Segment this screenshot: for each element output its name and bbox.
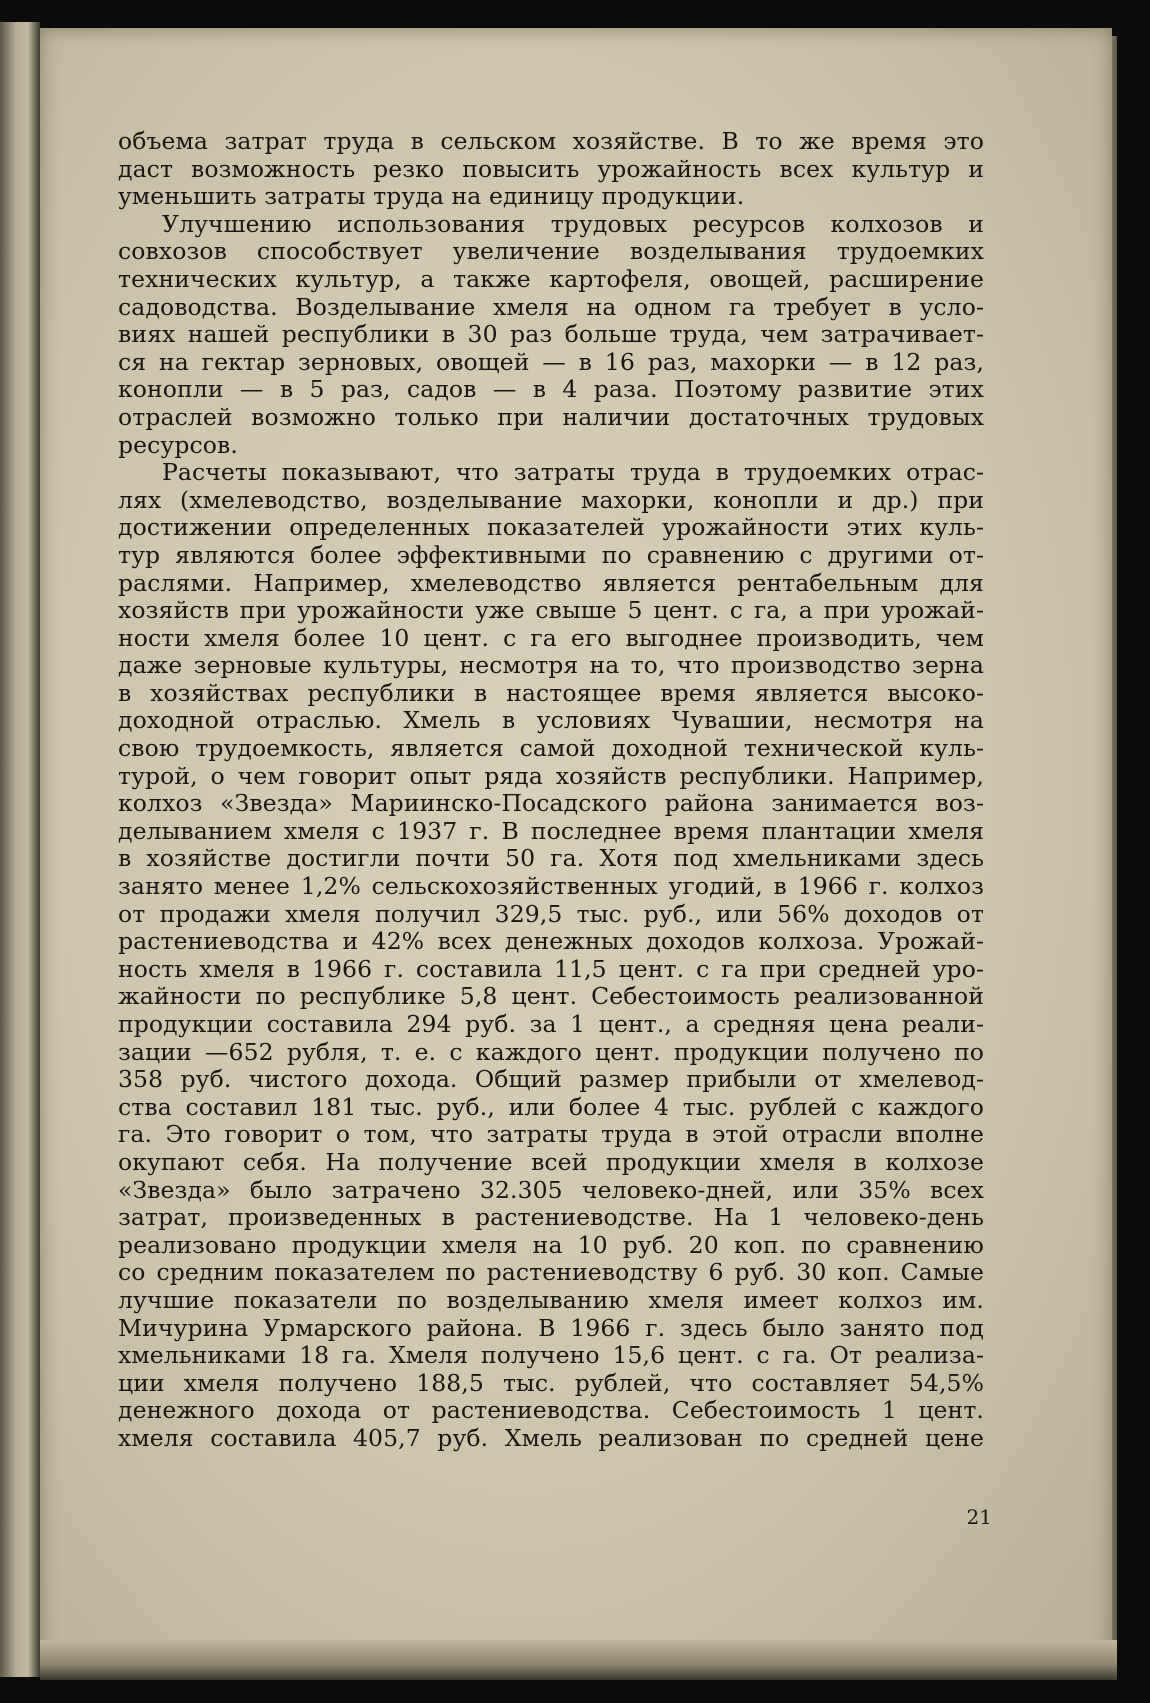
text-line: ресурсов.: [118, 431, 238, 459]
text-line: лучшие показатели по возделыванию хмеля имеет колхоз им.: [118, 1286, 984, 1314]
text-line: занято менее 1,2% сельскохозяйственных угодий, в 1966 г. колхоз: [118, 873, 984, 901]
text-line: Улучшению использования трудовых ресурсов колхозов и: [162, 210, 984, 238]
paragraph-1: [118, 128, 984, 211]
page-bottom-edge: [40, 1640, 1117, 1680]
text-line: 358 руб. чистого дохода. Общий размер прибыли от хмелевод-: [118, 1066, 984, 1094]
text-line: зации —652 рубля, т. е. с каждого цент. продукции получено по: [118, 1038, 984, 1066]
text-line: свою трудоемкость, является самой доходной технической куль-: [118, 735, 984, 763]
text-line: даст возможность резко повысить урожайность всех культур и: [118, 155, 984, 183]
text-line: садоводства. Возделывание хмеля на одном га требует в усло-: [118, 293, 984, 321]
text-line: продукции составила 294 руб. за 1 цент., а средняя цена реали-: [118, 1011, 984, 1038]
text-line: доходной отраслью. Хмель в условиях Чувашии, несмотря на: [118, 707, 984, 735]
page-text: [118, 128, 984, 1453]
text-line: турой, о чем говорит опыт ряда хозяйств республики. Например,: [118, 762, 984, 790]
text-line: Расчеты показывают, что затраты труда в трудоемких отрас-: [162, 459, 984, 487]
text-line: от продажи хмеля получил 329,5 тыс. руб., или 56% доходов от: [118, 900, 984, 928]
paragraph-2: [118, 211, 984, 459]
text-line: технических культур, а также картофеля, овощей, расширение: [118, 265, 984, 293]
text-line: хмельниками 18 га. Хмеля получено 15,6 цент. с га. От реализа-: [118, 1342, 984, 1370]
text-line: ся на гектар зерновых, овощей — в 16 раз, махорки — в 12 раз,: [118, 348, 984, 376]
text-line: совхозов способствует увеличение возделывания трудоемких: [118, 238, 984, 266]
text-line: хмеля составила 405,7 руб. Хмель реализован по средней цене: [118, 1424, 984, 1452]
text-line: колхоз «Звезда» Мариинско-Посадского района занимается воз-: [118, 790, 984, 818]
text-line: хозяйств при урожайности уже свыше 5 цент. с га, а при урожай-: [118, 597, 984, 625]
text-line: ции хмеля получено 188,5 тыс. рублей, что составляет 54,5%: [118, 1369, 984, 1397]
text-line: растениеводства и 42% всех денежных доходов колхоза. Урожай-: [118, 928, 984, 956]
text-line: в хозяйстве достигли почти 50 га. Хотя под хмельниками здесь: [118, 845, 984, 873]
page-number: 21: [966, 1505, 992, 1529]
text-line: отраслей возможно только при наличии достаточных трудовых: [118, 403, 984, 431]
text-line: Мичурина Урмарского района. В 1966 г. здесь было занято под: [118, 1314, 984, 1342]
text-line: уменьшить затраты труда на единицу продукции.: [118, 183, 745, 211]
binding-margin: [0, 22, 40, 1677]
text-line: виях нашей республики в 30 раз больше труда, чем затрачивает-: [118, 321, 984, 349]
text-line: лях (хмелеводство, возделывание махорки, конопли и др.) при: [118, 486, 984, 514]
text-line: раслями. Например, хмелеводство является рентабельным для: [118, 569, 984, 597]
text-line: достижении определенных показателей урожайности этих куль-: [118, 514, 984, 542]
text-line: со средним показателем по растениеводству 6 руб. 30 коп. Самые: [118, 1259, 984, 1287]
text-line: жайности по республике 5,8 цент. Себестоимость реализованной: [118, 983, 984, 1011]
text-line: делыванием хмеля с 1937 г. В последнее время плантации хмеля: [118, 817, 984, 845]
text-line: тур являются более эффективными по сравнению с другими от-: [118, 541, 984, 569]
text-line: ность хмеля в 1966 г. составила 11,5 цент. с га при средней уро-: [118, 955, 984, 983]
text-line: га. Это говорит о том, что затраты труда в этой отрасли вполне: [118, 1121, 984, 1149]
text-line: реализовано продукции хмеля на 10 руб. 20 коп. по сравнению: [118, 1231, 984, 1259]
text-line: даже зерновые культуры, несмотря на то, что производство зерна: [118, 652, 984, 680]
text-line: объема затрат труда в сельском хозяйстве. В то же время это: [118, 128, 984, 155]
text-line: в хозяйствах республики в настоящее время является высоко-: [118, 679, 984, 707]
text-line: конопли — в 5 раз, садов — в 4 раза. Поэтому развитие этих: [118, 376, 984, 404]
text-line: «Звезда» было затрачено 32.305 человеко-дней, или 35% всех: [118, 1176, 984, 1204]
text-line: ности хмеля более 10 цент. с га его выгоднее производить, чем: [118, 624, 984, 652]
text-line: денежного дохода от растениеводства. Себестоимость 1 цент.: [118, 1397, 984, 1425]
text-line: ства составил 181 тыс. руб., или более 4 тыс. рублей с каждого: [118, 1093, 984, 1121]
paragraph-3: [118, 459, 984, 1452]
text-line: затрат, произведенных в растениеводстве. На 1 человеко-день: [118, 1204, 984, 1232]
text-line: окупают себя. На получение всей продукции хмеля в колхозе: [118, 1148, 984, 1176]
